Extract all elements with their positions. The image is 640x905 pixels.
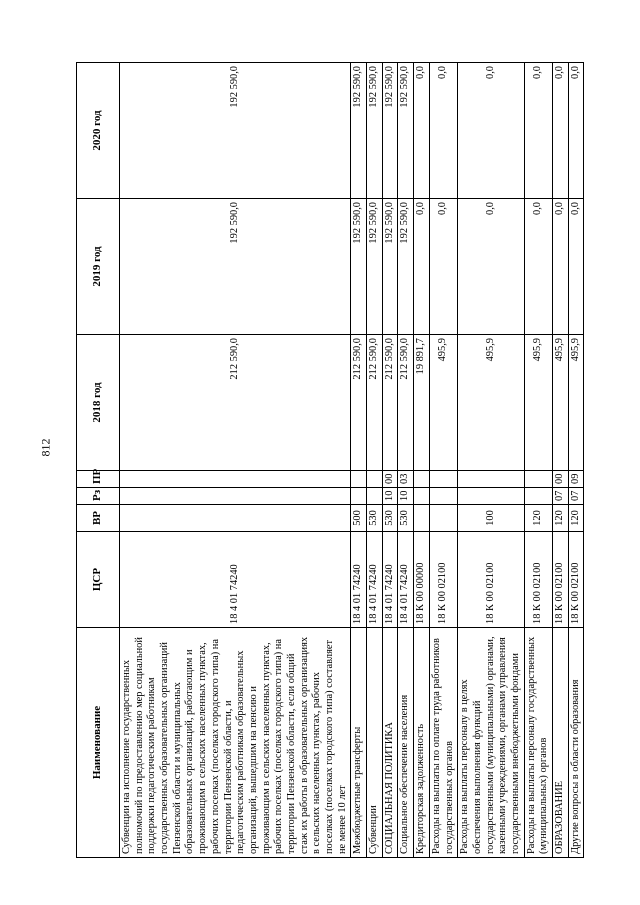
cell-csr: 18 К 00 02100 — [429, 532, 457, 628]
cell-vr: 530 — [382, 505, 398, 532]
cell-2018: 495,9 — [524, 335, 552, 471]
cell-rz: 07 — [553, 488, 569, 505]
cell-rz — [351, 488, 367, 505]
cell-csr: 18 4 01 74240 — [351, 532, 367, 628]
table-row — [524, 63, 552, 858]
cell-csr: 18 К 00 02100 — [524, 532, 552, 628]
header-2018: 2018 год — [77, 335, 120, 471]
cell-2018: 19 891,7 — [414, 335, 430, 471]
cell-2018: 212 590,0 — [120, 335, 351, 471]
cell-vr: 120 — [568, 505, 584, 532]
cell-pr — [414, 471, 430, 488]
cell-name: Другие вопросы в области образования — [568, 628, 584, 858]
table-row — [458, 63, 524, 858]
cell-2018: 212 590,0 — [382, 335, 398, 471]
cell-vr: 530 — [398, 505, 414, 532]
cell-csr: 18 К 00 02100 — [568, 532, 584, 628]
cell-vr — [429, 505, 457, 532]
cell-2020: 0,0 — [414, 63, 430, 199]
cell-csr: 18 4 01 74240 — [367, 532, 383, 628]
cell-rz — [429, 488, 457, 505]
cell-rz — [414, 488, 430, 505]
cell-2019: 192 590,0 — [351, 199, 367, 335]
table-header-row — [77, 63, 120, 858]
cell-2020: 192 590,0 — [351, 63, 367, 199]
cell-2018: 212 590,0 — [398, 335, 414, 471]
cell-rz — [458, 488, 524, 505]
header-2020: 2020 год — [77, 63, 120, 199]
cell-2019: 0,0 — [568, 199, 584, 335]
cell-csr: 18 4 01 74240 — [398, 532, 414, 628]
cell-csr: 18 К 00 02100 — [458, 532, 524, 628]
cell-vr — [414, 505, 430, 532]
cell-csr: 18 4 01 74240 — [120, 532, 351, 628]
cell-2018: 495,9 — [568, 335, 584, 471]
cell-2019: 192 590,0 — [367, 199, 383, 335]
table-row — [568, 63, 584, 858]
cell-pr — [429, 471, 457, 488]
cell-2019: 0,0 — [414, 199, 430, 335]
cell-2018: 495,9 — [458, 335, 524, 471]
cell-name: ОБРАЗОВАНИЕ — [553, 628, 569, 858]
cell-2020: 192 590,0 — [120, 63, 351, 199]
cell-2018: 212 590,0 — [367, 335, 383, 471]
cell-pr: 00 — [382, 471, 398, 488]
cell-2020: 192 590,0 — [382, 63, 398, 199]
cell-pr — [351, 471, 367, 488]
cell-pr — [458, 471, 524, 488]
cell-name: Межбюджетные трансферты — [351, 628, 367, 858]
cell-pr: 09 — [568, 471, 584, 488]
cell-2018: 212 590,0 — [351, 335, 367, 471]
table-row — [429, 63, 457, 858]
cell-name: Расходы на выплаты по оплате труда работников государственных органов — [429, 628, 457, 858]
header-name: Наименование — [77, 628, 120, 858]
cell-rz — [120, 488, 351, 505]
table-row — [398, 63, 414, 858]
cell-vr — [120, 505, 351, 532]
cell-rz — [524, 488, 552, 505]
cell-rz: 07 — [568, 488, 584, 505]
cell-2020: 0,0 — [524, 63, 552, 199]
cell-vr: 500 — [351, 505, 367, 532]
cell-pr — [367, 471, 383, 488]
page-number: 812 — [38, 438, 53, 457]
header-vr: ВР — [77, 505, 120, 532]
cell-2020: 192 590,0 — [367, 63, 383, 199]
table-row — [120, 63, 351, 858]
cell-rz: 10 — [382, 488, 398, 505]
cell-2020: 0,0 — [429, 63, 457, 199]
cell-vr: 100 — [458, 505, 524, 532]
header-pr: ПР — [77, 471, 120, 488]
cell-pr: 00 — [553, 471, 569, 488]
cell-rz — [367, 488, 383, 505]
cell-name: Расходы на выплаты персоналу государственных (муниципальных) органов — [524, 628, 552, 858]
cell-2018: 495,9 — [553, 335, 569, 471]
table-row — [351, 63, 367, 858]
cell-csr: 18 К 00 02100 — [553, 532, 569, 628]
cell-pr: 03 — [398, 471, 414, 488]
cell-2019: 0,0 — [553, 199, 569, 335]
cell-2020: 0,0 — [568, 63, 584, 199]
header-csr: ЦСР — [77, 532, 120, 628]
budget-table — [76, 62, 584, 858]
cell-2020: 0,0 — [458, 63, 524, 199]
cell-name: Субвенции — [367, 628, 383, 858]
cell-2019: 0,0 — [429, 199, 457, 335]
cell-vr: 120 — [553, 505, 569, 532]
header-2019: 2019 год — [77, 199, 120, 335]
cell-2019: 192 590,0 — [382, 199, 398, 335]
table-row — [553, 63, 569, 858]
cell-2019: 192 590,0 — [398, 199, 414, 335]
cell-pr — [120, 471, 351, 488]
cell-pr — [524, 471, 552, 488]
cell-vr: 120 — [524, 505, 552, 532]
rotated-table-container — [76, 63, 581, 858]
table-row — [382, 63, 398, 858]
cell-2019: 192 590,0 — [120, 199, 351, 335]
cell-csr: 18 К 00 00000 — [414, 532, 430, 628]
cell-2019: 0,0 — [524, 199, 552, 335]
table-row — [414, 63, 430, 858]
cell-name: Кредиторская задолженность — [414, 628, 430, 858]
cell-2019: 0,0 — [458, 199, 524, 335]
cell-csr: 18 4 01 74240 — [382, 532, 398, 628]
cell-rz: 10 — [398, 488, 414, 505]
cell-2018: 495,9 — [429, 335, 457, 471]
cell-vr: 530 — [367, 505, 383, 532]
table-row — [367, 63, 383, 858]
header-rz: Рз — [77, 488, 120, 505]
cell-name: Расходы на выплаты персоналу в целях обеспечения выполнения функций государственными (муниципальными) органами, казенными учреждениями, органами управления государственными внебюджетными фондами — [458, 628, 524, 858]
cell-name: СОЦИАЛЬНАЯ ПОЛИТИКА — [382, 628, 398, 858]
cell-2020: 0,0 — [553, 63, 569, 199]
cell-2020: 192 590,0 — [398, 63, 414, 199]
cell-name: Социальное обеспечение населения — [398, 628, 414, 858]
cell-name: Субвенции на исполнение государственных полномочий по предоставлению мер социальной поддержки педагогическим работникам государственных образовательных организаций Пензенской области и муниципальных образовательных организаций, работающим и проживающим в сельских населенных пунктах, рабочих поселках (поселках городского типа) на территории Пензенской области, и педагогическим работникам образовательных организаций, вышедшим на пенсию и проживающим в сельских населенных пунктах, рабочих поселках (поселках городского типа) на территории Пензенской области, если общий стаж их работы в образовательных организациях в сельских населенных пунктах, рабочих поселках (поселках городского типа) составляет не менее 10 лет — [120, 628, 351, 858]
